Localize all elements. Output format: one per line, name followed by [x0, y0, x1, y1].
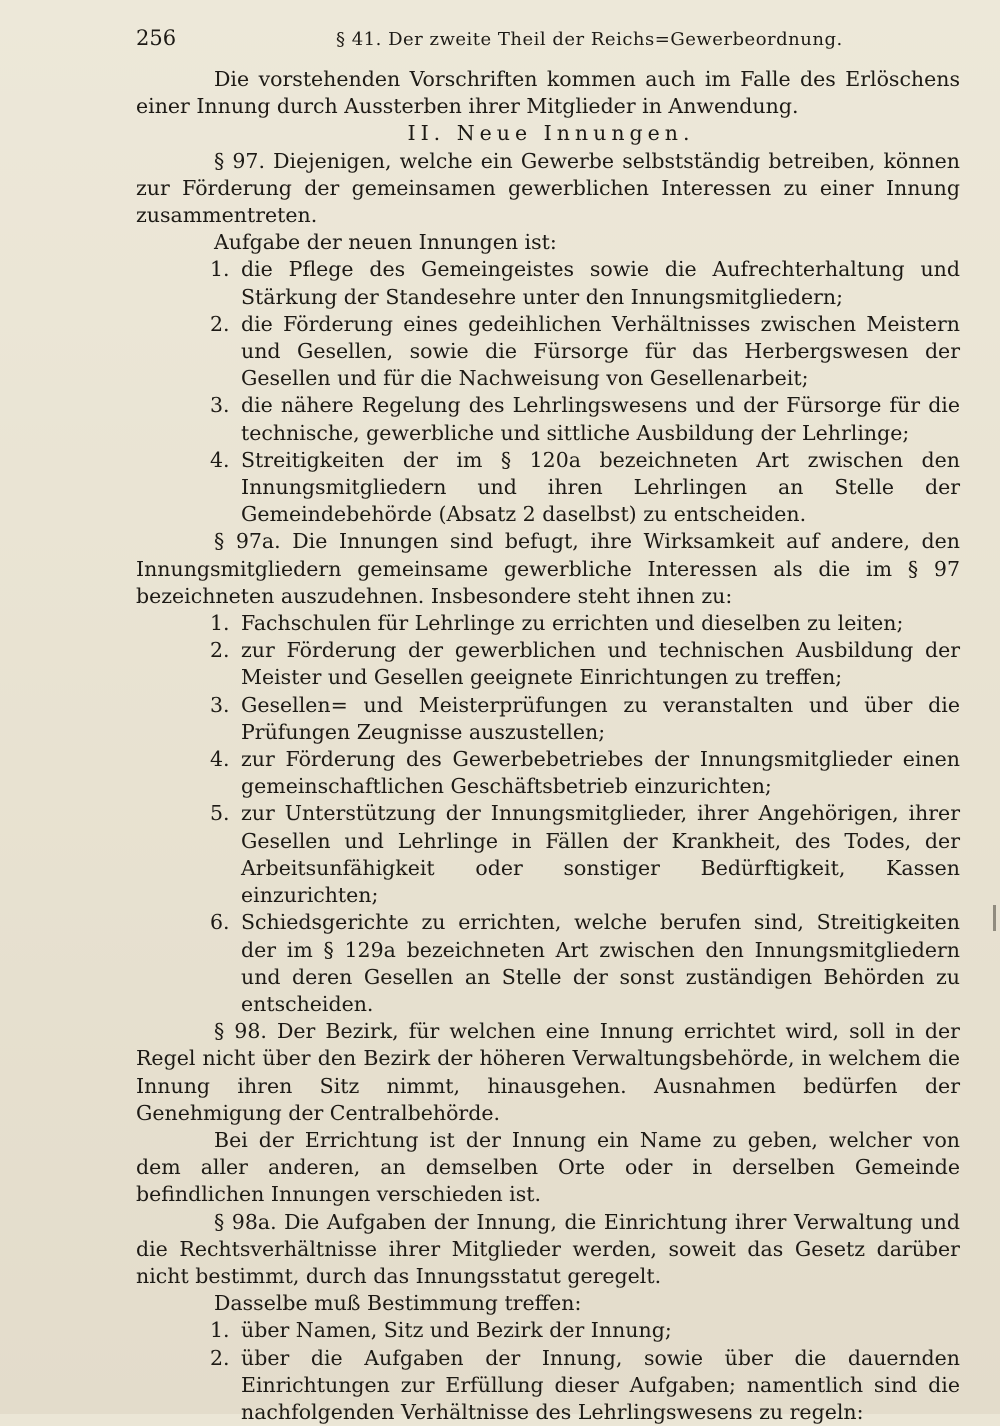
paragraph: Bei der Errichtung ist der Innung ein Name zu geben, welcher von dem aller anderen, an demselben Orte oder in derselben Gemeinde befindlichen Innungen verschieden ist.	[136, 1127, 960, 1207]
list-item-number: 1.	[210, 1318, 230, 1343]
section-heading: II. Neue Innungen.	[407, 121, 695, 146]
list-item-text: Streitigkeiten der im § 120a bezeichneten Art zwischen den Innungsmitgliedern und ihren Lehrlingen an Stelle der Gemeindebehörde (Absatz 2 daselbst) zu entscheiden.	[241, 447, 960, 527]
page-header	[136, 26, 960, 66]
list-item-number: 1.	[210, 257, 230, 282]
list-item-number: 2.	[210, 311, 230, 336]
paragraph-section-98: § 98. Der Bezirk, für welchen eine Innung errichtet wird, soll in der Regel nicht über den Bezirk der höheren Verwaltungsbehörde, in welchem die Innung ihren Sitz nimmt, hinausgehen. Ausnahmen bedürfen der Genehmigung der Centralbehörde.	[136, 1019, 960, 1125]
paragraph-section-98a: § 98a. Die Aufgaben der Innung, die Einrichtung ihrer Verwaltung und die Rechtsverhältnisse ihrer Mitglieder werden, soweit das Gesetz darüber nicht bestimmt, durch das Innungsstatut geregelt.	[136, 1209, 960, 1288]
paragraph: Aufgabe der neuen Innungen ist:	[214, 230, 557, 255]
list-item-text: Fachschulen für Lehrlinge zu errichten und dieselben zu leiten;	[241, 611, 904, 636]
paragraph: Dasselbe muß Bestimmung treffen:	[214, 1291, 582, 1316]
list-item-number: 4.	[210, 447, 230, 472]
list-item-text: die Förderung eines gedeihlichen Verhältnisses zwischen Meistern und Gesellen, sowie die Fürsorge für das Herbergswesen der Gesellen und für die Nachweisung von Gesellenarbeit;	[241, 311, 960, 391]
list-item-text: Schiedsgerichte zu errichten, welche berufen sind, Streitigkeiten der im § 129a bezeichneten Art zwischen den Innungsmitgliedern und deren Gesellen an Stelle der sonst zuständigen Behörden zu entscheiden.	[241, 910, 960, 1016]
list-item-number: 2.	[210, 638, 230, 663]
list-item-number: 3.	[210, 692, 230, 717]
list-item-text: zur Förderung des Gewerbebetriebes der Innungsmitglieder einen gemeinschaftlichen Geschäftsbetrieb einzurichten;	[241, 747, 960, 799]
list-item-number: 1.	[210, 611, 230, 636]
list-item-number: 6.	[210, 910, 230, 935]
list-item	[136, 610, 960, 637]
paragraph: Die vorstehenden Vorschriften kommen auch im Falle des Erlöschens einer Innung durch Aussterben ihrer Mitglieder in Anwendung.	[136, 67, 960, 119]
list-item	[136, 392, 960, 446]
list-item	[136, 746, 960, 800]
list-item-text: die Pflege des Gemeingeistes sowie die Aufrechterhaltung und Stärkung der Standesehre unter den Innungsmitgliedern;	[241, 257, 960, 309]
list-item	[136, 256, 960, 310]
numbered-list	[136, 610, 960, 1018]
list-item	[136, 311, 960, 393]
margin-mark	[993, 905, 996, 931]
list-item-text: über Namen, Sitz und Bezirk der Innung;	[241, 1318, 672, 1343]
numbered-list	[136, 1317, 960, 1426]
list-item-number: 4.	[210, 747, 230, 772]
numbered-list	[136, 256, 960, 528]
page-number: 256	[136, 26, 177, 50]
list-item-text: Gesellen= und Meisterprüfungen zu veranstalten und über die Prüfungen Zeugnisse auszustellen;	[241, 692, 960, 744]
list-item-number: 5.	[210, 801, 230, 826]
list-item-text: zur Förderung der gewerblichen und technischen Ausbildung der Meister und Gesellen geeignete Einrichtungen zu treffen;	[241, 638, 960, 690]
paragraph-section-97a: § 97a. Die Innungen sind befugt, ihre Wirksamkeit auf andere, den Innungsmitgliedern gemeinsame gewerbliche Interessen als die im § 97 bezeichneten auszudehnen. Insbesondere steht ihnen zu:	[136, 529, 960, 608]
list-item-text: über die Aufgaben der Innung, sowie über die dauernden Einrichtungen zur Erfüllung dieser Aufgaben; namentlich sind die nachfolgenden Verhältnisse des Lehrlingswesens zu regeln:	[241, 1345, 960, 1424]
list-item-text: die nähere Regelung des Lehrlingswesens und der Fürsorge für die technische, gewerbliche und sittliche Ausbildung der Lehrlinge;	[241, 393, 960, 445]
list-item	[136, 800, 960, 909]
running-head: § 41. Der zweite Theil der Reichs=Gewerbeordnung.	[336, 29, 843, 50]
paragraph-section-97: § 97. Diejenigen, welche ein Gewerbe selbstständig betreiben, können zur Förderung der gemeinsamen gewerblichen Interessen zu einer Innung zusammentreten.	[136, 148, 960, 228]
list-item	[136, 1317, 960, 1344]
page-body	[136, 66, 960, 1426]
list-item	[136, 447, 960, 529]
list-item-number: 3.	[210, 393, 230, 418]
list-item	[136, 909, 960, 1018]
list-item-text: zur Unterstützung der Innungsmitglieder, ihrer Angehörigen, ihrer Gesellen und Lehrlinge in Fällen der Krankheit, des Todes, der Arbeitsunfähigkeit oder sonstiger Bedürftigkeit, Kassen einzurichten;	[241, 801, 960, 908]
list-item-number: 2.	[210, 1345, 230, 1370]
list-item	[136, 637, 960, 691]
list-item	[136, 692, 960, 746]
